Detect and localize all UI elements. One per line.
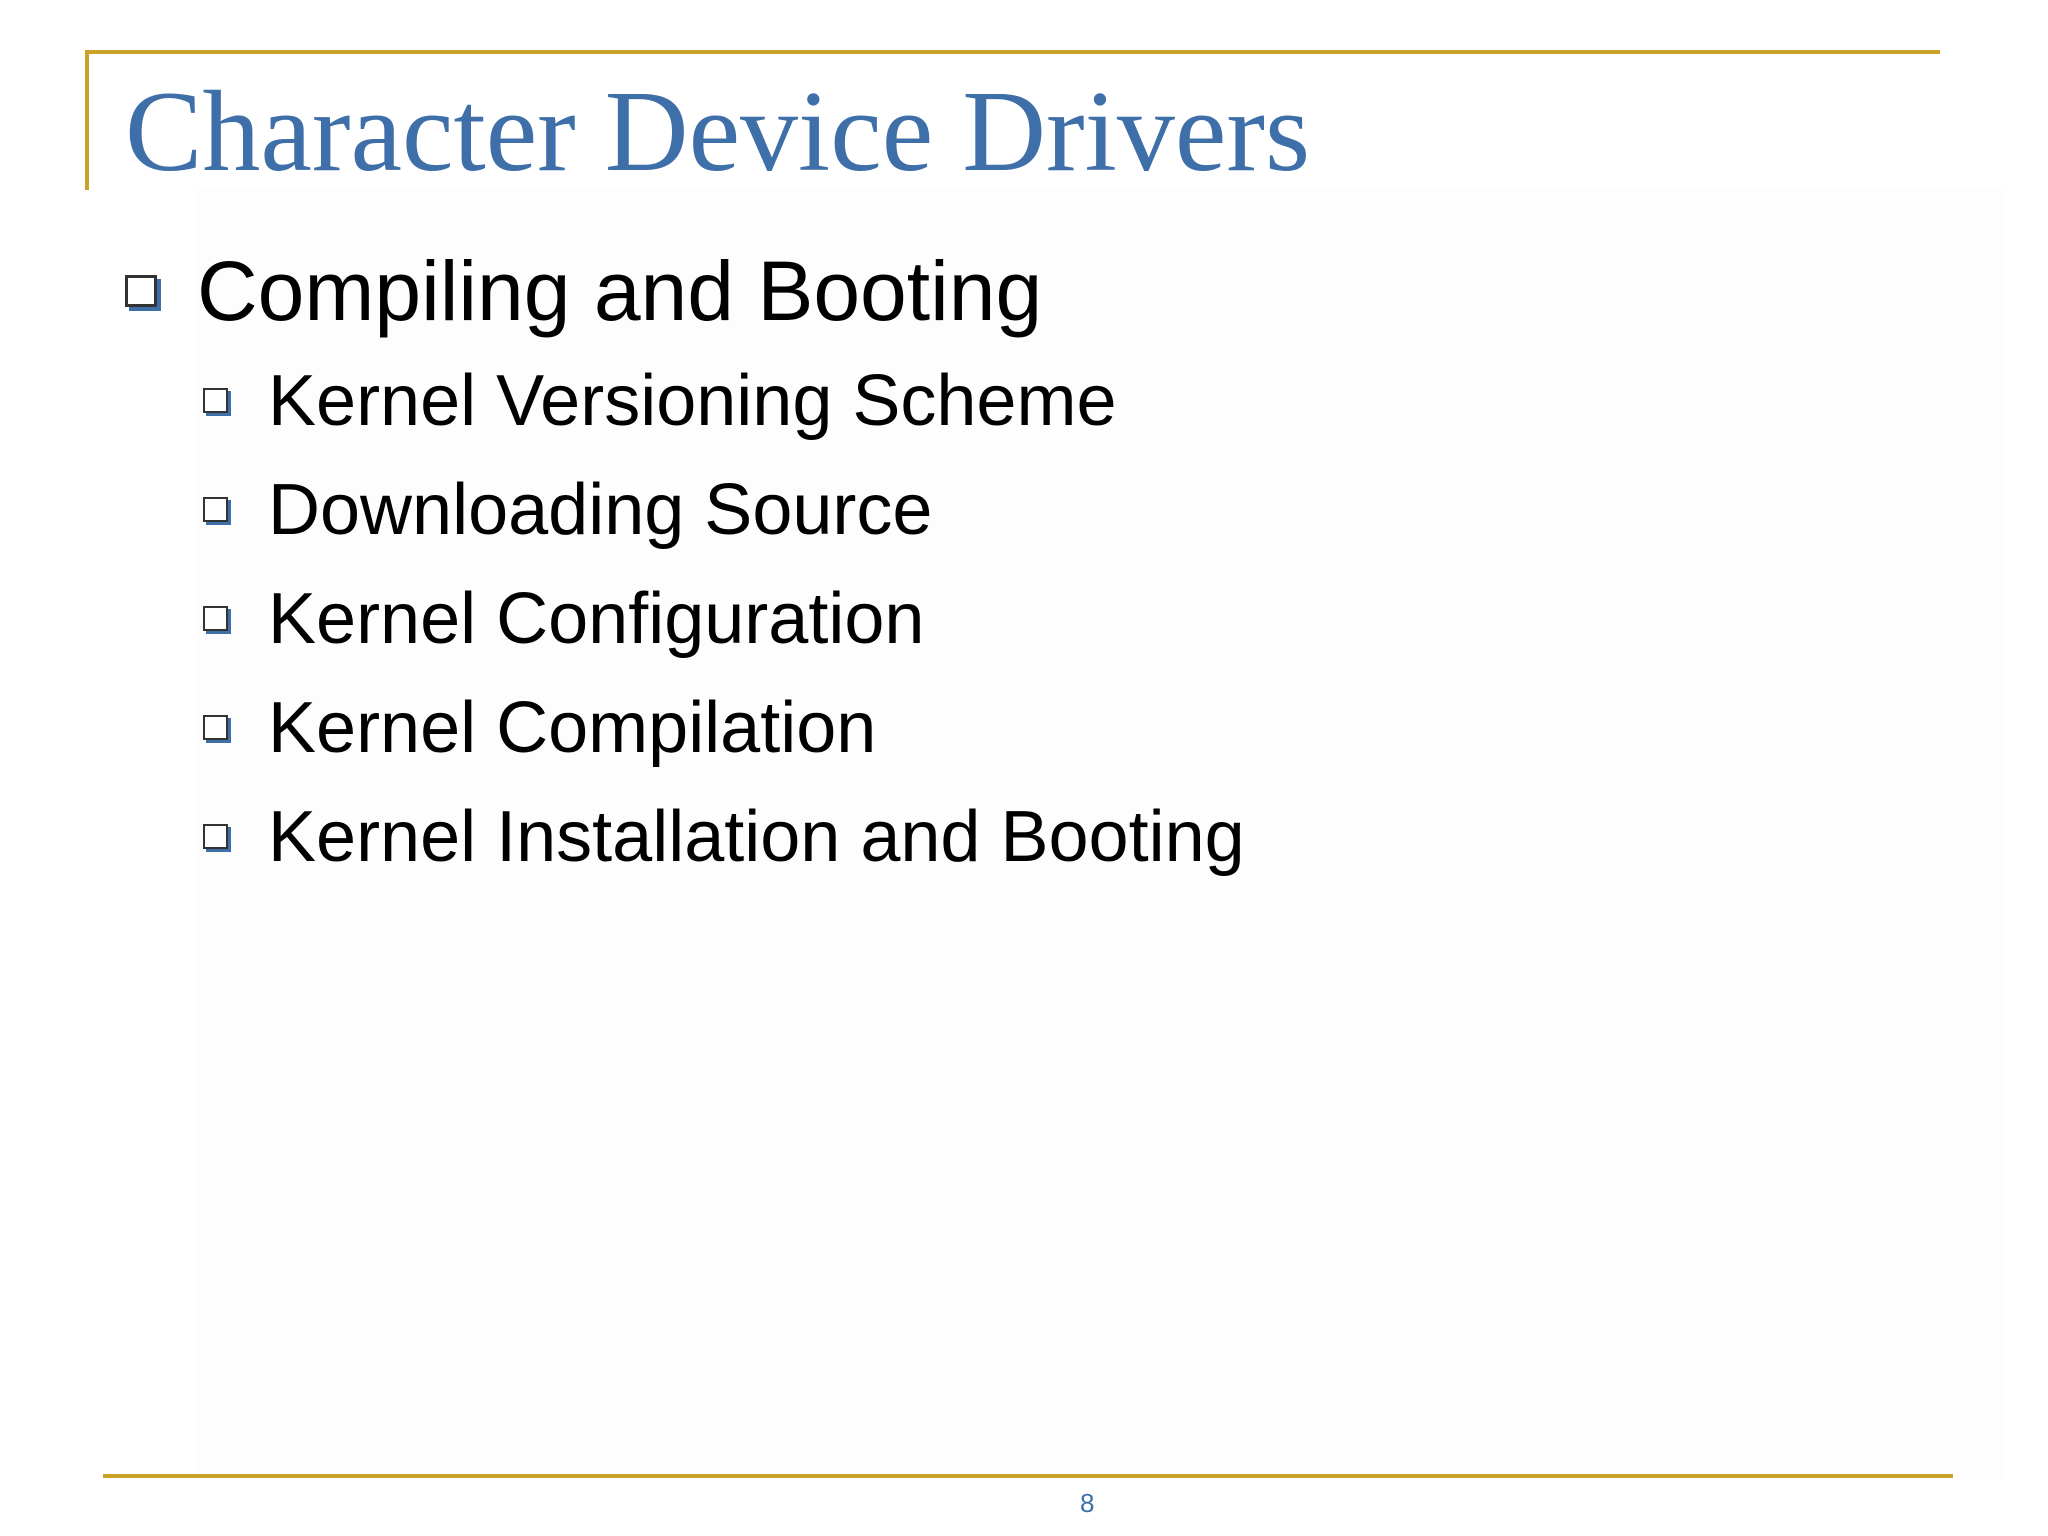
left-rule bbox=[85, 50, 89, 190]
sub-bullet-item bbox=[203, 455, 1245, 564]
page-number: 8 bbox=[1080, 1488, 1095, 1518]
sub-bullet-text: Downloading Source bbox=[268, 469, 933, 550]
checkbox-square-icon bbox=[203, 606, 228, 631]
checkbox-square-icon bbox=[125, 275, 157, 307]
top-rule bbox=[85, 50, 1940, 54]
bullet-list bbox=[125, 236, 1245, 891]
bullet-item-level1 bbox=[125, 236, 1245, 891]
sub-bullet-text: Kernel Compilation bbox=[268, 687, 877, 768]
sub-bullet-item bbox=[203, 564, 1245, 673]
checkbox-square-icon bbox=[203, 824, 228, 849]
sub-bullet-item bbox=[203, 673, 1245, 782]
bullet-text: Compiling and Booting bbox=[197, 243, 1043, 338]
sub-bullet-item bbox=[203, 346, 1245, 455]
checkbox-square-icon bbox=[203, 715, 228, 740]
sub-bullet-text: Kernel Installation and Booting bbox=[268, 796, 1245, 877]
sub-bullet-item bbox=[203, 782, 1245, 891]
slide-title: Character Device Drivers bbox=[125, 68, 1311, 196]
bullet-row-level1 bbox=[125, 236, 1245, 346]
bottom-rule bbox=[103, 1474, 1953, 1478]
sub-bullet-text: Kernel Configuration bbox=[268, 578, 925, 659]
checkbox-square-icon bbox=[203, 388, 228, 413]
checkbox-square-icon bbox=[203, 497, 228, 522]
sub-bullet-list bbox=[125, 346, 1245, 891]
sub-bullet-text: Kernel Versioning Scheme bbox=[268, 360, 1117, 441]
